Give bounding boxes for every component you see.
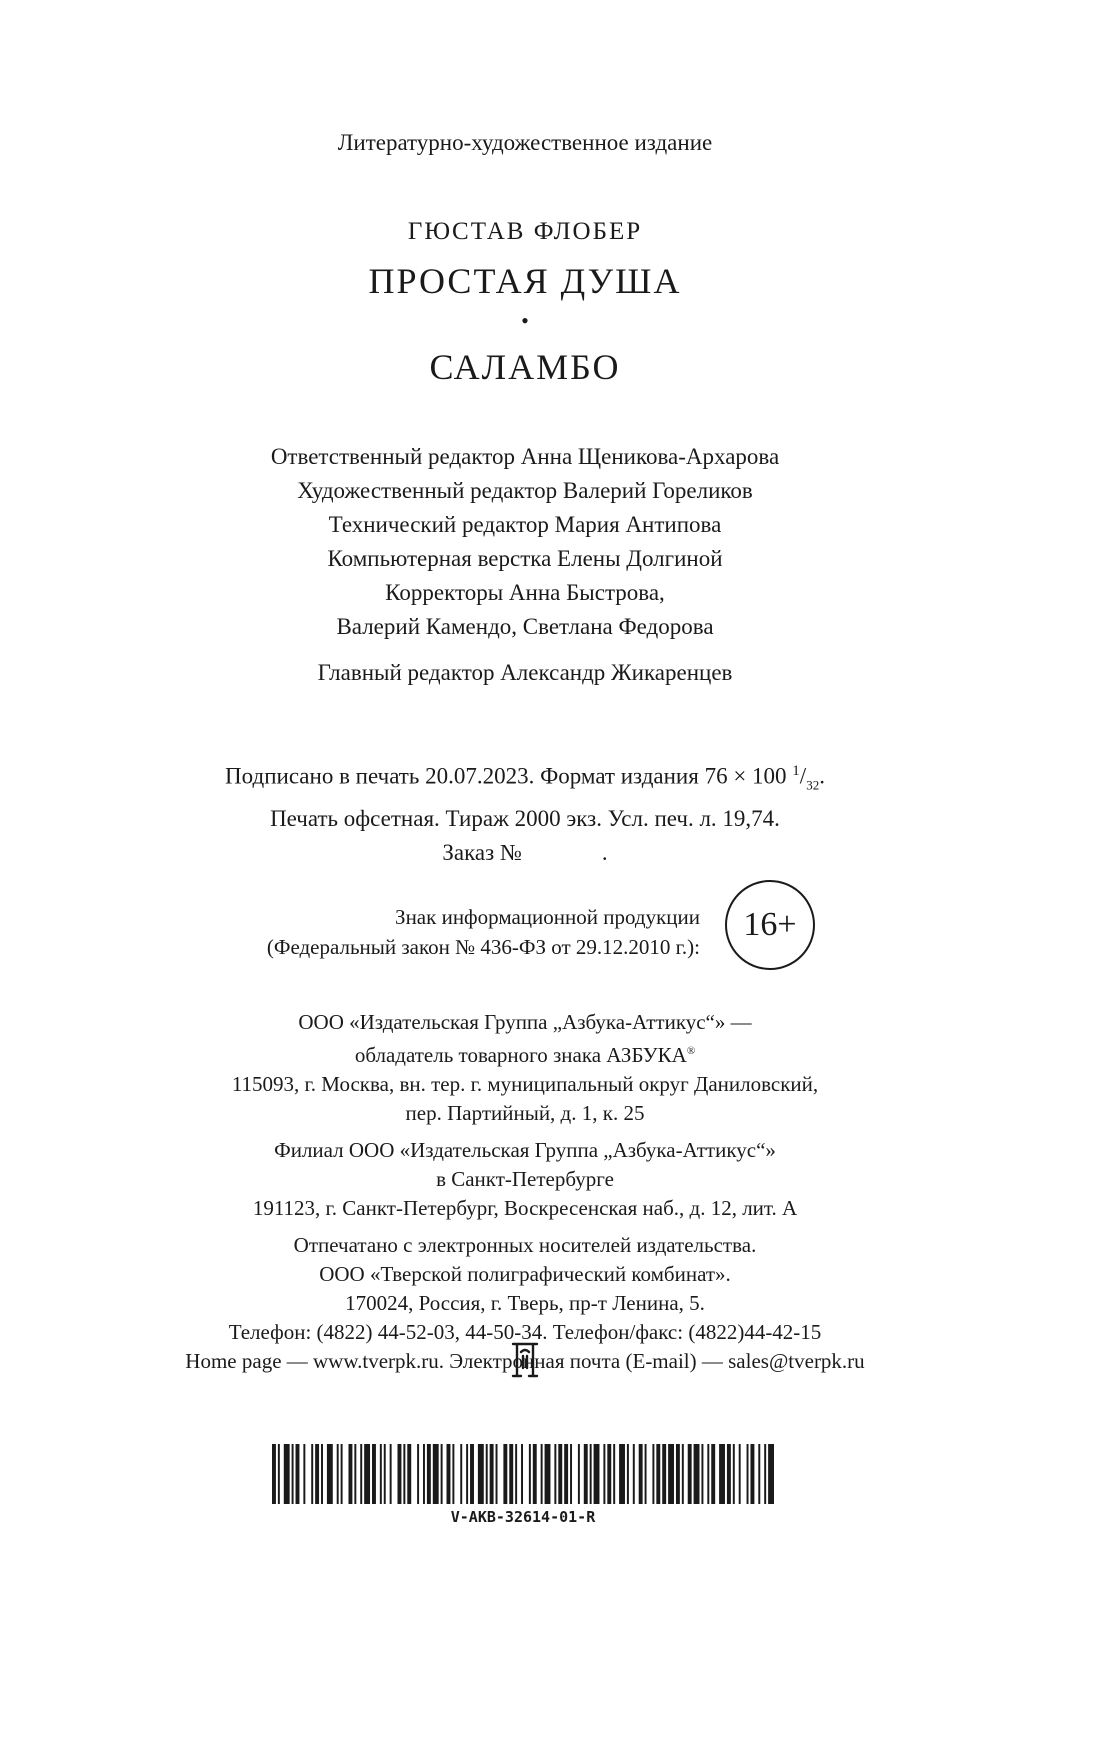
barcode-bar	[768, 1444, 774, 1504]
barcode-bar	[452, 1444, 454, 1504]
barcode-bar	[303, 1444, 305, 1504]
barcode-bar	[423, 1444, 425, 1504]
barcode-bar	[515, 1444, 517, 1504]
barcode-bar	[441, 1444, 443, 1504]
barcode-bar	[578, 1444, 580, 1504]
order-label: Заказ №	[442, 840, 522, 866]
barcode-bar	[607, 1444, 611, 1504]
barcode-bar	[570, 1444, 572, 1504]
barcode-bar	[727, 1444, 731, 1504]
barcode-bar	[533, 1444, 537, 1504]
info-sign-line2: (Федеральный закон № 436-ФЗ от 29.12.2010 г.):	[266, 935, 700, 959]
branch-line2: в Санкт-Петербурге	[436, 1167, 614, 1191]
barcode-bar	[627, 1444, 629, 1504]
barcode-bar	[341, 1444, 343, 1504]
barcode-code: V-AKB-32614-01-R	[450, 1508, 596, 1526]
barcode-bar	[272, 1444, 276, 1504]
barcode-bar	[554, 1444, 556, 1504]
barcode-bar	[486, 1444, 488, 1504]
print-info-line1	[0, 754, 1050, 802]
barcode-bar	[470, 1444, 474, 1504]
publisher-line3: 115093, г. Москва, вн. тер. г. муниципальный округ Даниловский,	[231, 1072, 819, 1096]
printer-line5: Home page — www.tverpk.ru. Электронная почта (E-mail) — sales@tverpk.ru	[185, 1349, 865, 1373]
barcode-bar	[407, 1444, 411, 1504]
barcode-bar	[529, 1444, 531, 1504]
print-info-line1-text: Подписано в печать 20.07.2023. Формат издания 76 × 100	[225, 763, 787, 789]
barcode-bar	[447, 1444, 451, 1504]
barcode-bar	[590, 1444, 592, 1504]
barcode-bar	[758, 1444, 760, 1504]
barcode-bar	[348, 1444, 352, 1504]
barcode-bar	[521, 1444, 523, 1504]
barcode-icon	[272, 1444, 774, 1504]
barcode-bar	[668, 1444, 674, 1504]
barcode-bar	[296, 1444, 300, 1504]
barcode-bar	[398, 1444, 402, 1504]
chief-editor: Главный редактор Александр Жикаренцев	[317, 660, 733, 685]
barcode-bar	[427, 1444, 431, 1504]
barcode-bar	[656, 1444, 660, 1504]
format-slash: /	[799, 763, 807, 789]
barcode-bar	[739, 1444, 741, 1504]
printer-line2: ООО «Тверской полиграфический комбинат».	[319, 1262, 731, 1286]
series-label: Литературно-художественное издание	[337, 130, 713, 155]
barcode-bar	[292, 1444, 294, 1504]
barcode-bar	[764, 1444, 766, 1504]
branch-line1: Филиал ООО «Издательская Группа „Азбука-Аттикус“»	[274, 1138, 776, 1162]
barcode-bar	[433, 1444, 439, 1504]
barcode-bar	[747, 1444, 749, 1504]
publisher-block	[0, 1008, 1050, 1376]
info-sign-line1: Знак информационной продукции	[395, 905, 700, 929]
barcode-bar	[613, 1444, 615, 1504]
barcode-bar	[594, 1444, 600, 1504]
book-title-second: САЛАМБО	[429, 347, 621, 387]
barcode-bar	[619, 1444, 625, 1504]
barcode-bar	[676, 1444, 680, 1504]
barcode-bar	[478, 1444, 484, 1504]
print-info-line1-end: .	[819, 763, 825, 789]
printer-logo-icon	[509, 1340, 541, 1380]
publisher-line2-text: обладатель товарного знака АЗБУКА	[354, 1043, 687, 1067]
barcode-bar	[315, 1444, 319, 1504]
print-info-line2: Печать офсетная. Тираж 2000 экз. Усл. печ. л. 19,74.	[270, 806, 780, 832]
barcode-bar	[417, 1444, 419, 1504]
barcode-bar	[384, 1444, 386, 1504]
barcode-bar	[321, 1444, 323, 1504]
branch-line3: 191123, г. Санкт-Петербург, Воскресенская наб., д. 12, лит. А	[252, 1196, 798, 1220]
barcode-bar	[682, 1444, 684, 1504]
barcode-bar	[372, 1444, 376, 1504]
barcode-bar	[284, 1444, 290, 1504]
layout-credit: Компьютерная верстка Елены Долгиной	[327, 546, 723, 571]
barcode-bar	[311, 1444, 313, 1504]
barcode-bar	[633, 1444, 635, 1504]
format-denominator: 32	[806, 777, 820, 793]
barcode-bar	[541, 1444, 543, 1504]
barcode-bar	[701, 1444, 703, 1504]
barcode-bar	[603, 1444, 605, 1504]
publisher-line1: ООО «Издательская Группа „Азбука-Аттикус“» —	[298, 1010, 752, 1034]
credits-block	[0, 440, 1050, 690]
barcode-bar	[403, 1444, 405, 1504]
barcode-bar	[466, 1444, 468, 1504]
barcode-bar	[364, 1444, 370, 1504]
responsible-editor: Ответственный редактор Анна Щеникова-Архарова	[270, 444, 780, 469]
barcode-bar	[688, 1444, 692, 1504]
book-title-first: ПРОСТАЯ ДУША	[368, 261, 682, 301]
publisher-line2	[0, 1037, 1050, 1070]
barcode-bar	[558, 1444, 562, 1504]
printer-line4: Телефон: (4822) 44-52-03, 44-50-34. Телефон/факс: (4822)44-42-15	[228, 1320, 822, 1344]
publisher-line4: пер. Партийный, д. 1, к. 25	[405, 1101, 645, 1125]
format-numerator: 1	[792, 763, 800, 779]
barcode-bar	[652, 1444, 654, 1504]
barcode-bar	[545, 1444, 551, 1504]
barcode-bar	[360, 1444, 362, 1504]
barcode-bar	[460, 1444, 462, 1504]
age-rating-badge: 16+	[725, 880, 815, 970]
barcode-bar	[662, 1444, 666, 1504]
barcode-bar	[719, 1444, 725, 1504]
barcode-bar	[380, 1444, 382, 1504]
barcode-bar	[337, 1444, 339, 1504]
barcode-bar	[278, 1444, 280, 1504]
barcode-bar	[496, 1444, 498, 1504]
author-name: ГЮСТАВ ФЛОБЕР	[407, 218, 643, 245]
barcode-bar	[503, 1444, 507, 1504]
barcode-bar	[390, 1444, 392, 1504]
printer-line1: Отпечатано с электронных носителей издательства.	[293, 1233, 757, 1257]
barcode-bar	[564, 1444, 568, 1504]
order-line	[0, 836, 1050, 870]
barcode-bar	[694, 1444, 700, 1504]
proofreaders-line2: Валерий Камендо, Светлана Федорова	[336, 614, 714, 639]
barcode-bar	[750, 1444, 754, 1504]
barcode-bar	[509, 1444, 513, 1504]
barcode-bar	[645, 1444, 647, 1504]
printer-line3: 170024, Россия, г. Тверь, пр-т Ленина, 5.	[345, 1291, 705, 1315]
barcode-bar	[584, 1444, 588, 1504]
barcode-bar	[707, 1444, 709, 1504]
title-separator: •	[521, 308, 529, 333]
barcode-bar	[354, 1444, 356, 1504]
registered-mark: ®	[686, 1045, 696, 1057]
order-end: .	[601, 840, 608, 866]
barcode-bar	[639, 1444, 643, 1504]
barcode-bar	[733, 1444, 735, 1504]
barcode-bar	[490, 1444, 494, 1504]
print-info-block	[0, 754, 1050, 870]
technical-editor: Технический редактор Мария Антипова	[328, 512, 722, 537]
proofreaders-line1: Корректоры Анна Быстрова,	[385, 580, 665, 605]
barcode-bar	[327, 1444, 333, 1504]
barcode-bar	[711, 1444, 715, 1504]
info-sign-text	[200, 902, 700, 962]
art-editor: Художественный редактор Валерий Гореликов	[297, 478, 753, 503]
